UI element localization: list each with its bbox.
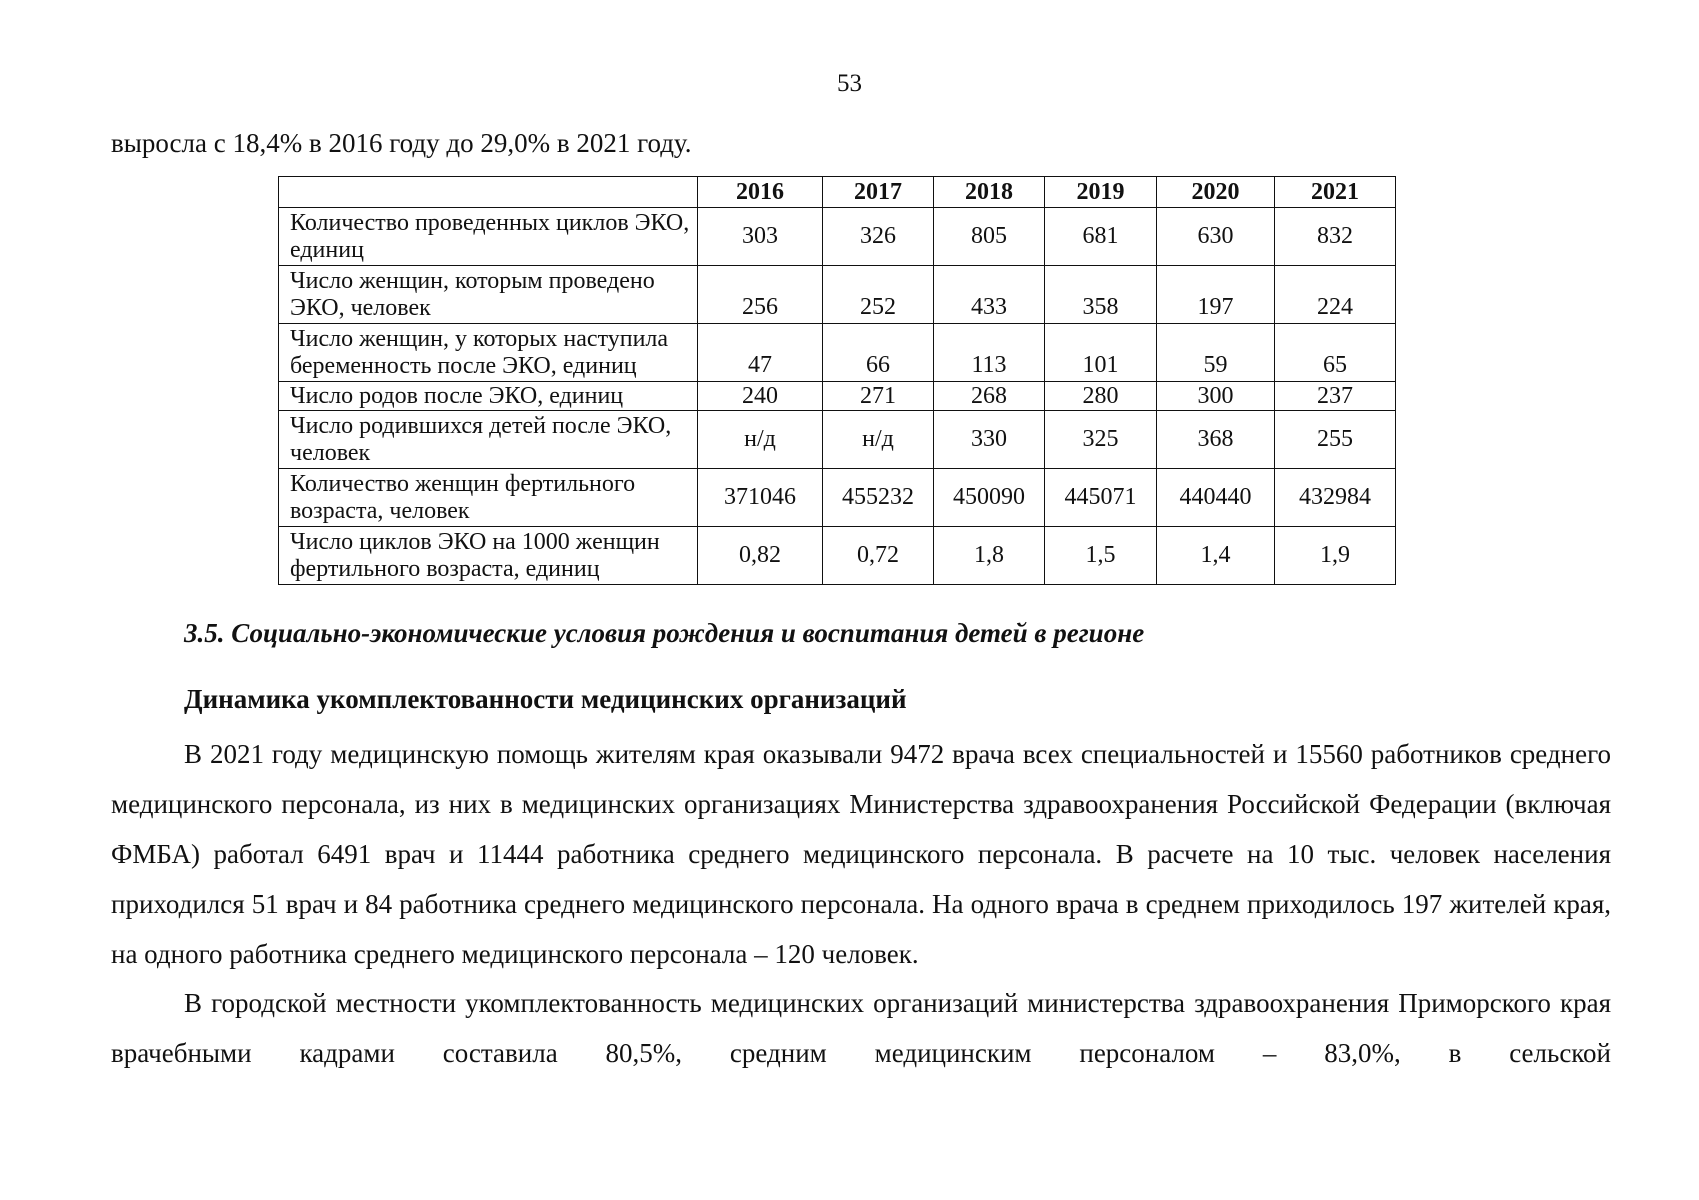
table-cell: н/д: [698, 411, 823, 469]
table-cell: 252: [823, 266, 934, 324]
table-cell: 303: [698, 208, 823, 266]
table-cell: 325: [1045, 411, 1157, 469]
table-cell: 300: [1157, 382, 1275, 411]
table-row: [279, 411, 1396, 469]
table-cell: 65: [1275, 324, 1396, 382]
table-cell: 197: [1157, 266, 1275, 324]
table-cell: 256: [698, 266, 823, 324]
table-cell: 0,82: [698, 527, 823, 585]
row-label: Число родов после ЭКО, единиц: [279, 382, 698, 411]
header-cell-year: 2021: [1275, 177, 1396, 208]
table-cell: 326: [823, 208, 934, 266]
header-cell-year: 2017: [823, 177, 934, 208]
row-label: Число женщин, которым проведено ЭКО, человек: [279, 266, 698, 324]
table-cell: 0,72: [823, 527, 934, 585]
table-cell: 1,8: [934, 527, 1045, 585]
paragraph: [111, 978, 1611, 1078]
paragraph: [111, 729, 1611, 979]
table-cell: 440440: [1157, 469, 1275, 527]
table-header-row: [279, 177, 1396, 208]
table-cell: 1,4: [1157, 527, 1275, 585]
table-cell: 358: [1045, 266, 1157, 324]
table-cell: 224: [1275, 266, 1396, 324]
table-cell: 450090: [934, 469, 1045, 527]
table-cell: 59: [1157, 324, 1275, 382]
sub-heading: Динамика укомплектованности медицинских организаций: [184, 684, 907, 714]
table-cell: 433: [934, 266, 1045, 324]
header-cell-year: 2019: [1045, 177, 1157, 208]
table-cell: 371046: [698, 469, 823, 527]
table-cell: н/д: [823, 411, 934, 469]
table-row: [279, 382, 1396, 411]
table-cell: 113: [934, 324, 1045, 382]
header-cell-year: 2020: [1157, 177, 1275, 208]
table-cell: 255: [1275, 411, 1396, 469]
row-label: Количество проведенных циклов ЭКО, единиц: [279, 208, 698, 266]
table-cell: 1,5: [1045, 527, 1157, 585]
table-cell: 240: [698, 382, 823, 411]
row-label: Число родившихся детей после ЭКО, человек: [279, 411, 698, 469]
page-number: 53: [837, 70, 862, 97]
table-cell: 280: [1045, 382, 1157, 411]
table-cell: 368: [1157, 411, 1275, 469]
table-cell: 805: [934, 208, 1045, 266]
table-cell: 832: [1275, 208, 1396, 266]
paragraph-text: В городской местности укомплектованность медицинских организаций министерства здравоохранения Приморского края врачебными кадрами составила 80,5%, средним медицинским персоналом – 83,0%, в сельской: [111, 988, 1611, 1068]
row-label: Число женщин, у которых наступила беременность после ЭКО, единиц: [279, 324, 698, 382]
table-cell: 681: [1045, 208, 1157, 266]
table-row: [279, 469, 1396, 527]
table-row: [279, 324, 1396, 382]
table-cell: 271: [823, 382, 934, 411]
section-heading: 3.5. Социально-экономические условия рождения и воспитания детей в регионе: [184, 618, 1145, 648]
table-cell: 630: [1157, 208, 1275, 266]
header-cell-empty: [279, 177, 698, 208]
table-row: [279, 208, 1396, 266]
intro-text-line: выросла с 18,4% в 2016 году до 29,0% в 2021 году.: [111, 128, 692, 158]
table-cell: 101: [1045, 324, 1157, 382]
table-row: [279, 266, 1396, 324]
header-cell-year: 2016: [698, 177, 823, 208]
table-cell: 455232: [823, 469, 934, 527]
table-cell: 268: [934, 382, 1045, 411]
row-label: Количество женщин фертильного возраста, человек: [279, 469, 698, 527]
table-cell: 445071: [1045, 469, 1157, 527]
table-cell: 66: [823, 324, 934, 382]
table-cell: 330: [934, 411, 1045, 469]
table-row: [279, 527, 1396, 585]
row-label: Число циклов ЭКО на 1000 женщин фертильного возраста, единиц: [279, 527, 698, 585]
table-cell: 47: [698, 324, 823, 382]
paragraph-text: В 2021 году медицинскую помощь жителям края оказывали 9472 врача всех специальностей и 15560 работников среднего медицинского персонала, из них в медицинских организациях Министерства здравоохранения Российской Федерации (включая ФМБА) работал 6491 врач и 11444 работника среднего медицинского персонала. В расчете на 10 тыс. человек населения приходился 51 врач и 84 работника среднего медицинского персонала. На одного врача в среднем приходилось 197 жителей края, на одного работника среднего медицинского персонала – 120 человек.: [111, 739, 1611, 969]
table-cell: 1,9: [1275, 527, 1396, 585]
table-cell: 432984: [1275, 469, 1396, 527]
header-cell-year: 2018: [934, 177, 1045, 208]
ivf-statistics-table: [278, 176, 1396, 585]
table-cell: 237: [1275, 382, 1396, 411]
